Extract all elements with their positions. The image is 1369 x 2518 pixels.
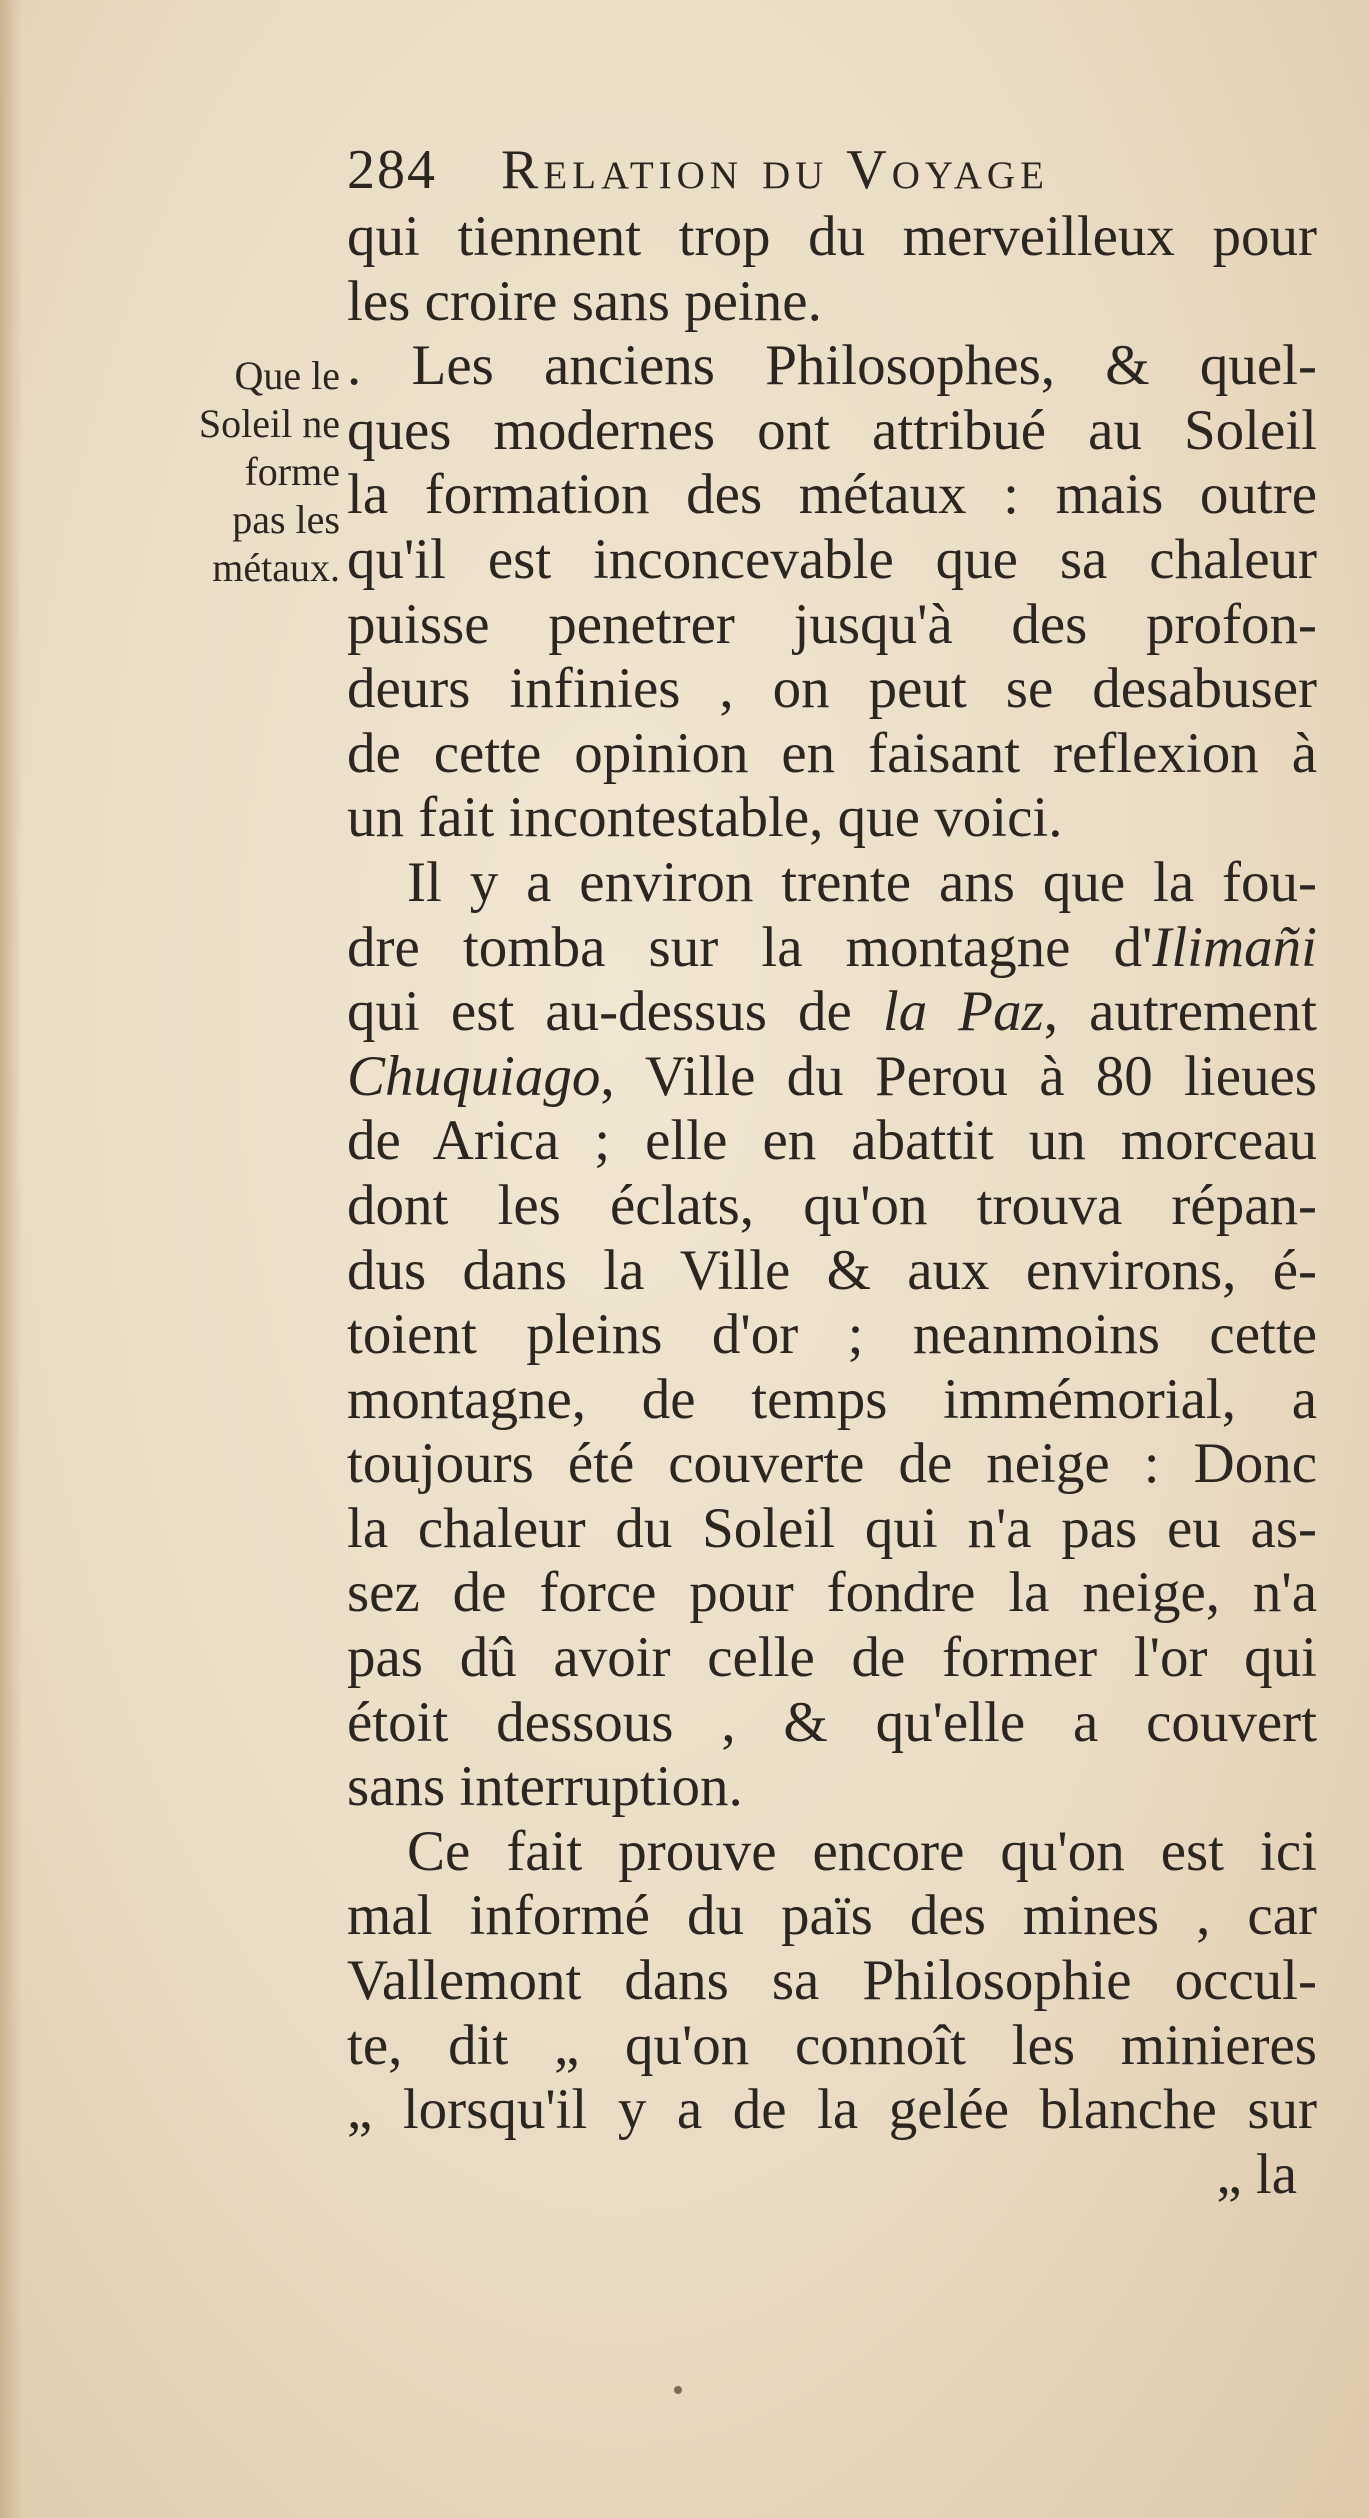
margin-note-line: Soleil ne xyxy=(198,401,340,446)
text-line: montagne, de temps immémorial, a xyxy=(347,1367,1317,1431)
running-title: Relation du Voyage xyxy=(501,139,1049,201)
text-line: Vallemont dans sa Philosophie occul- xyxy=(347,1949,1317,2013)
place-name-la-paz: la Paz xyxy=(882,980,1044,1044)
text-segment: qui est au-dessus de xyxy=(347,980,883,1044)
margin-note-line: pas les xyxy=(232,497,340,542)
ink-speck xyxy=(674,2386,682,2394)
page-gutter-shadow xyxy=(0,0,22,2518)
place-name-ilimani: Ilimañi xyxy=(1152,915,1317,979)
margin-note-line: Que le xyxy=(234,353,340,398)
text-line xyxy=(347,980,1317,1045)
text-line xyxy=(347,1045,1317,1110)
place-name-chuquiago: Chuquiago xyxy=(347,1044,601,1108)
text-segment: dre tomba sur la montagne d' xyxy=(347,915,1153,979)
text-line: de Arica ; elle en abattit un morceau xyxy=(347,1109,1317,1173)
text-line: toient pleins d'or ; neanmoins cette xyxy=(347,1303,1317,1367)
text-line: puisse penetrer jusqu'à des profon- xyxy=(347,592,1317,656)
text-line: un fait incontestable, que voici. xyxy=(347,786,1063,850)
text-line: étoit dessous , & qu'elle a couvert xyxy=(347,1690,1317,1754)
body-text xyxy=(347,205,1317,2207)
text-line: la formation des métaux : mais outre xyxy=(347,463,1317,527)
margin-note-line: forme xyxy=(244,449,340,494)
text-line: deurs infinies , on peut se desabuser xyxy=(347,657,1317,721)
text-line: te, dit „ qu'on connoît les minieres xyxy=(347,2013,1317,2077)
text-segment: , autrement xyxy=(1043,980,1318,1044)
text-line: dont les éclats, qu'on trouva répan- xyxy=(347,1173,1317,1237)
margin-note xyxy=(160,352,340,592)
text-line: sans interruption. xyxy=(347,1755,743,1819)
text-line: toujours été couverte de neige : Donc xyxy=(347,1432,1317,1496)
text-line: de cette opinion en faisant reflexion à xyxy=(347,721,1317,785)
text-line: pas dû avoir celle de former l'or qui xyxy=(347,1626,1317,1690)
text-line: ques modernes ont attribué au Soleil xyxy=(347,398,1317,462)
catchword: „ la xyxy=(1216,2142,1297,2206)
text-segment: , Ville du Perou à 80 lieues xyxy=(600,1044,1317,1108)
text-line: Il y a environ trente ans que la fou- xyxy=(407,850,1317,914)
page-number: 284 xyxy=(347,139,437,201)
text-line: la chaleur du Soleil qui n'a pas eu as- xyxy=(347,1496,1317,1560)
text-line: les croire sans peine. xyxy=(347,269,822,333)
text-line: qui tiennent trop du merveilleux pour xyxy=(347,205,1317,268)
text-line: qu'il est inconcevable que sa chaleur xyxy=(347,527,1317,591)
text-line: sez de force pour fondre la neige, n'a xyxy=(347,1561,1317,1625)
text-line: Ce fait prouve encore qu'on est ici xyxy=(407,1819,1317,1883)
text-line: dus dans la Ville & aux environs, é- xyxy=(347,1238,1317,1302)
running-head xyxy=(347,135,1247,205)
text-line: „ lorsqu'il y a de la gelée blanche sur xyxy=(347,2078,1317,2142)
margin-note-line: métaux. xyxy=(212,545,340,590)
text-line: mal informé du païs des mines , car xyxy=(347,1884,1317,1948)
text-line xyxy=(347,916,1317,981)
text-line: . Les anciens Philosophes, & quel- xyxy=(347,334,1317,398)
